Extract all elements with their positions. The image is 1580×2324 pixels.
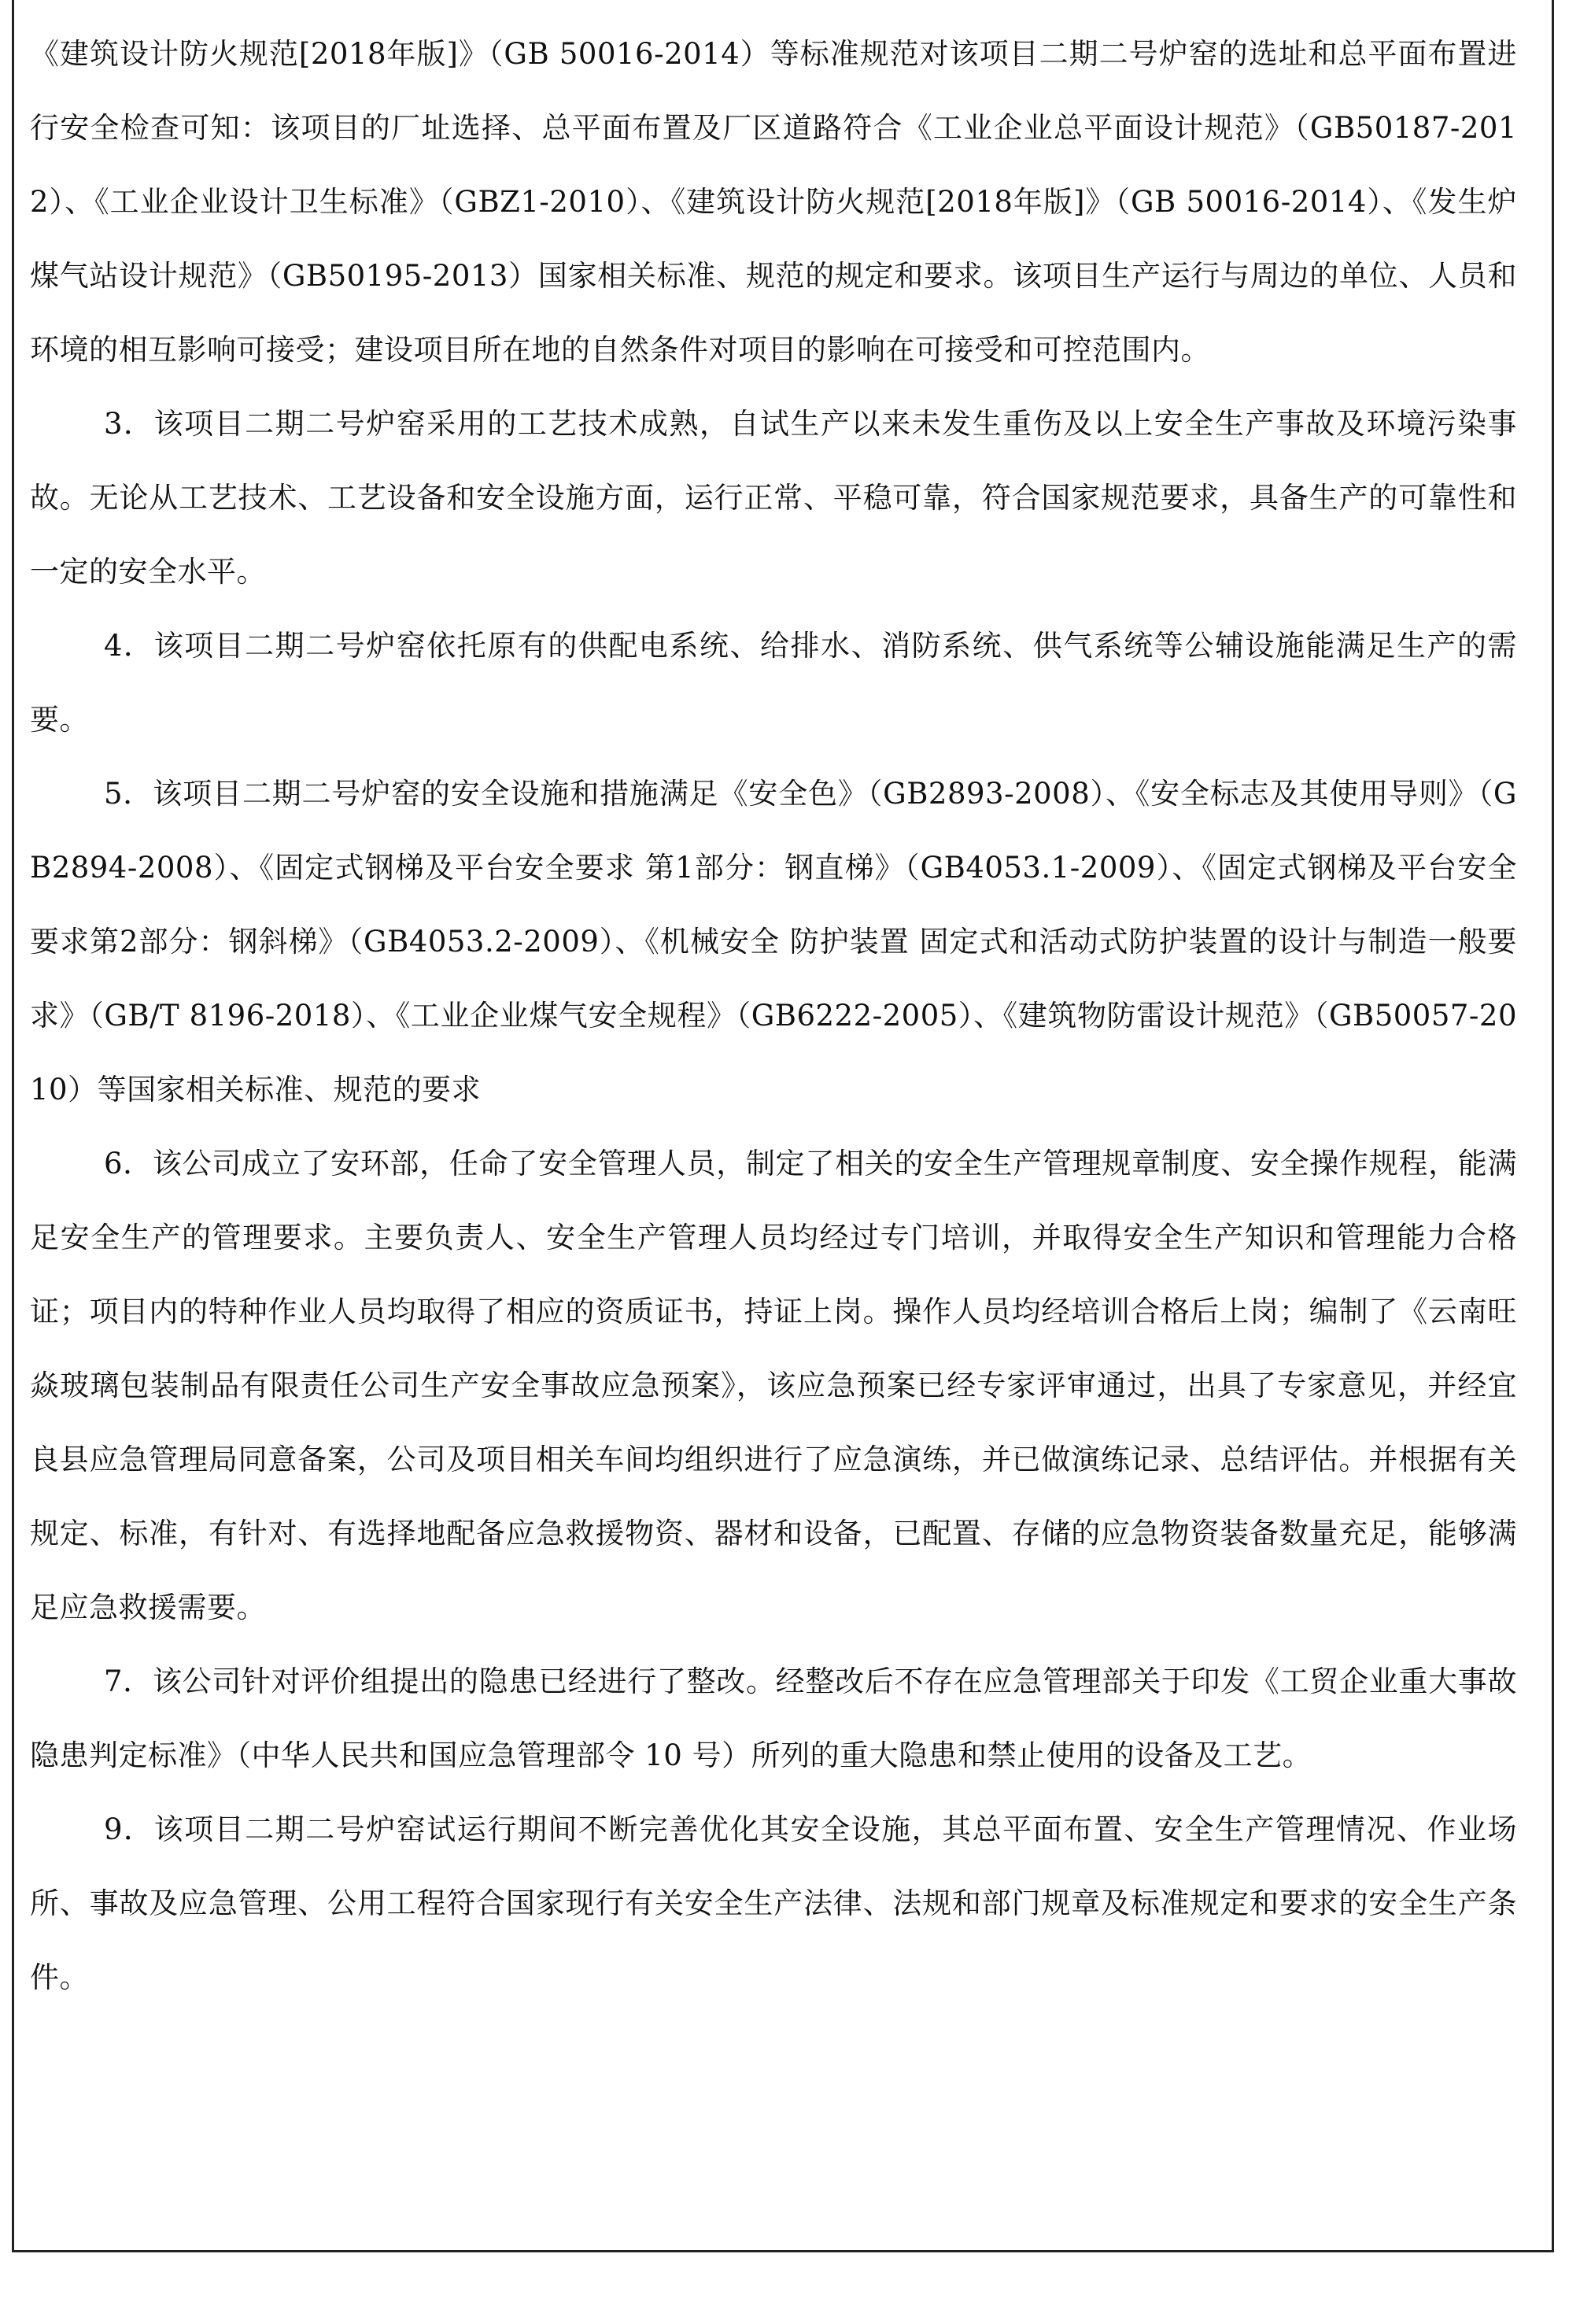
document-body — [30, 17, 1517, 2015]
paragraph-7 — [30, 1645, 1517, 1793]
paragraph-text: 该公司成立了安环部，任命了安全管理人员，制定了相关的安全生产管理规章制度、安全操作规程，能满足安全生产的管理要求。主要负责人、安全生产管理人员均经过专门培训，并取得安全生产知识和管理能力合格证；项目内的特种作业人员均取得了相应的资质证书，持证上岗。操作人员均经培训合格后上岗；编制了《云南旺焱玻璃包装制品有限责任公司生产安全事故应急预案》，该应急预案已经专家评审通过，出具了专家意见，并经宜良县应急管理局同意备案，公司及项目相关车间均组织进行了应急演练，并已做演练记录、总结评估。并根据有关规定、标准，有针对、有选择地配备应急救援物资、器材和设备，已配置、存储的应急物资装备数量充足，能够满足应急救援需要。 — [30, 1147, 1518, 1624]
paragraph-number: 5． — [104, 777, 153, 811]
paragraph-number: 6． — [104, 1147, 153, 1180]
paragraph-number: 4． — [104, 629, 154, 663]
paragraph-text: 该项目二期二号炉窑采用的工艺技术成熟，自试生产以来未发生重伤及以上安全生产事故及环境污染事故。无论从工艺技术、工艺设备和安全设施方面，运行正常、平稳可靠，符合国家规范要求，具备生产的可靠性和一定的安全水平。 — [30, 407, 1518, 589]
paragraph-text: 该项目二期二号炉窑试运行期间不断完善优化其安全设施，其总平面布置、安全生产管理情况、作业场所、事故及应急管理、公用工程符合国家现行有关安全生产法律、法规和部门规章及标准规定和要求的安全生产条件。 — [30, 1812, 1518, 1994]
paragraph-number: 7． — [104, 1664, 153, 1698]
paragraph-4 — [30, 609, 1517, 757]
paragraph-6 — [30, 1127, 1517, 1645]
paragraph-text: 该项目二期二号炉窑的安全设施和措施满足《安全色》（GB2893-2008）、《安全标志及其使用导则》（GB2894-2008）、《固定式钢梯及平台安全要求 第1部分：钢直梯》（GB4053.1-2009）、《固定式钢梯及平台安全要求第2部分：钢斜梯》（GB4053.2-2009）、《机械安全 防护装置 固定式和活动式防护装置的设计与制造一般要求》（GB/T 8196-2018）、《工业企业煤气安全规程》（GB6222-2005）、《建筑物防雷设计规范》（GB50057-2010）等国家相关标准、规范的要求 — [30, 777, 1517, 1107]
paragraph-text: 该公司针对评价组提出的隐患已经进行了整改。经整改后不存在应急管理部关于印发《工贸企业重大事故隐患判定标准》（中华人民共和国应急管理部令 10 号）所列的重大隐患和禁止使用的设备及工艺。 — [30, 1664, 1518, 1772]
paragraph-text: 《建筑设计防火规范[2018年版]》（GB 50016-2014）等标准规范对该项目二期二号炉窑的选址和总平面布置进行安全检查可知：该项目的厂址选择、总平面布置及厂区道路符合《工业企业总平面设计规范》（GB50187-2012）、《工业企业设计卫生标准》（GBZ1-2010）、《建筑设计防火规范[2018年版]》（GB 50016-2014）、《发生炉煤气站设计规范》（GB50195-2013）国家相关标准、规范的规定和要求。该项目生产运行与周边的单位、人员和环境的相互影响可接受；建设项目所在地的自然条件对项目的影响在可接受和可控范围内。 — [30, 37, 1517, 367]
paragraph-number: 3． — [104, 407, 154, 441]
paragraph-text: 该项目二期二号炉窑依托原有的供配电系统、给排水、消防系统、供气系统等公辅设施能满足生产的需要。 — [30, 629, 1518, 737]
paragraph-9 — [30, 1793, 1517, 2015]
paragraph-5 — [30, 757, 1517, 1127]
paragraph-3 — [30, 387, 1517, 609]
paragraph-2-continuation — [30, 17, 1517, 387]
paragraph-number: 9． — [104, 1812, 154, 1846]
